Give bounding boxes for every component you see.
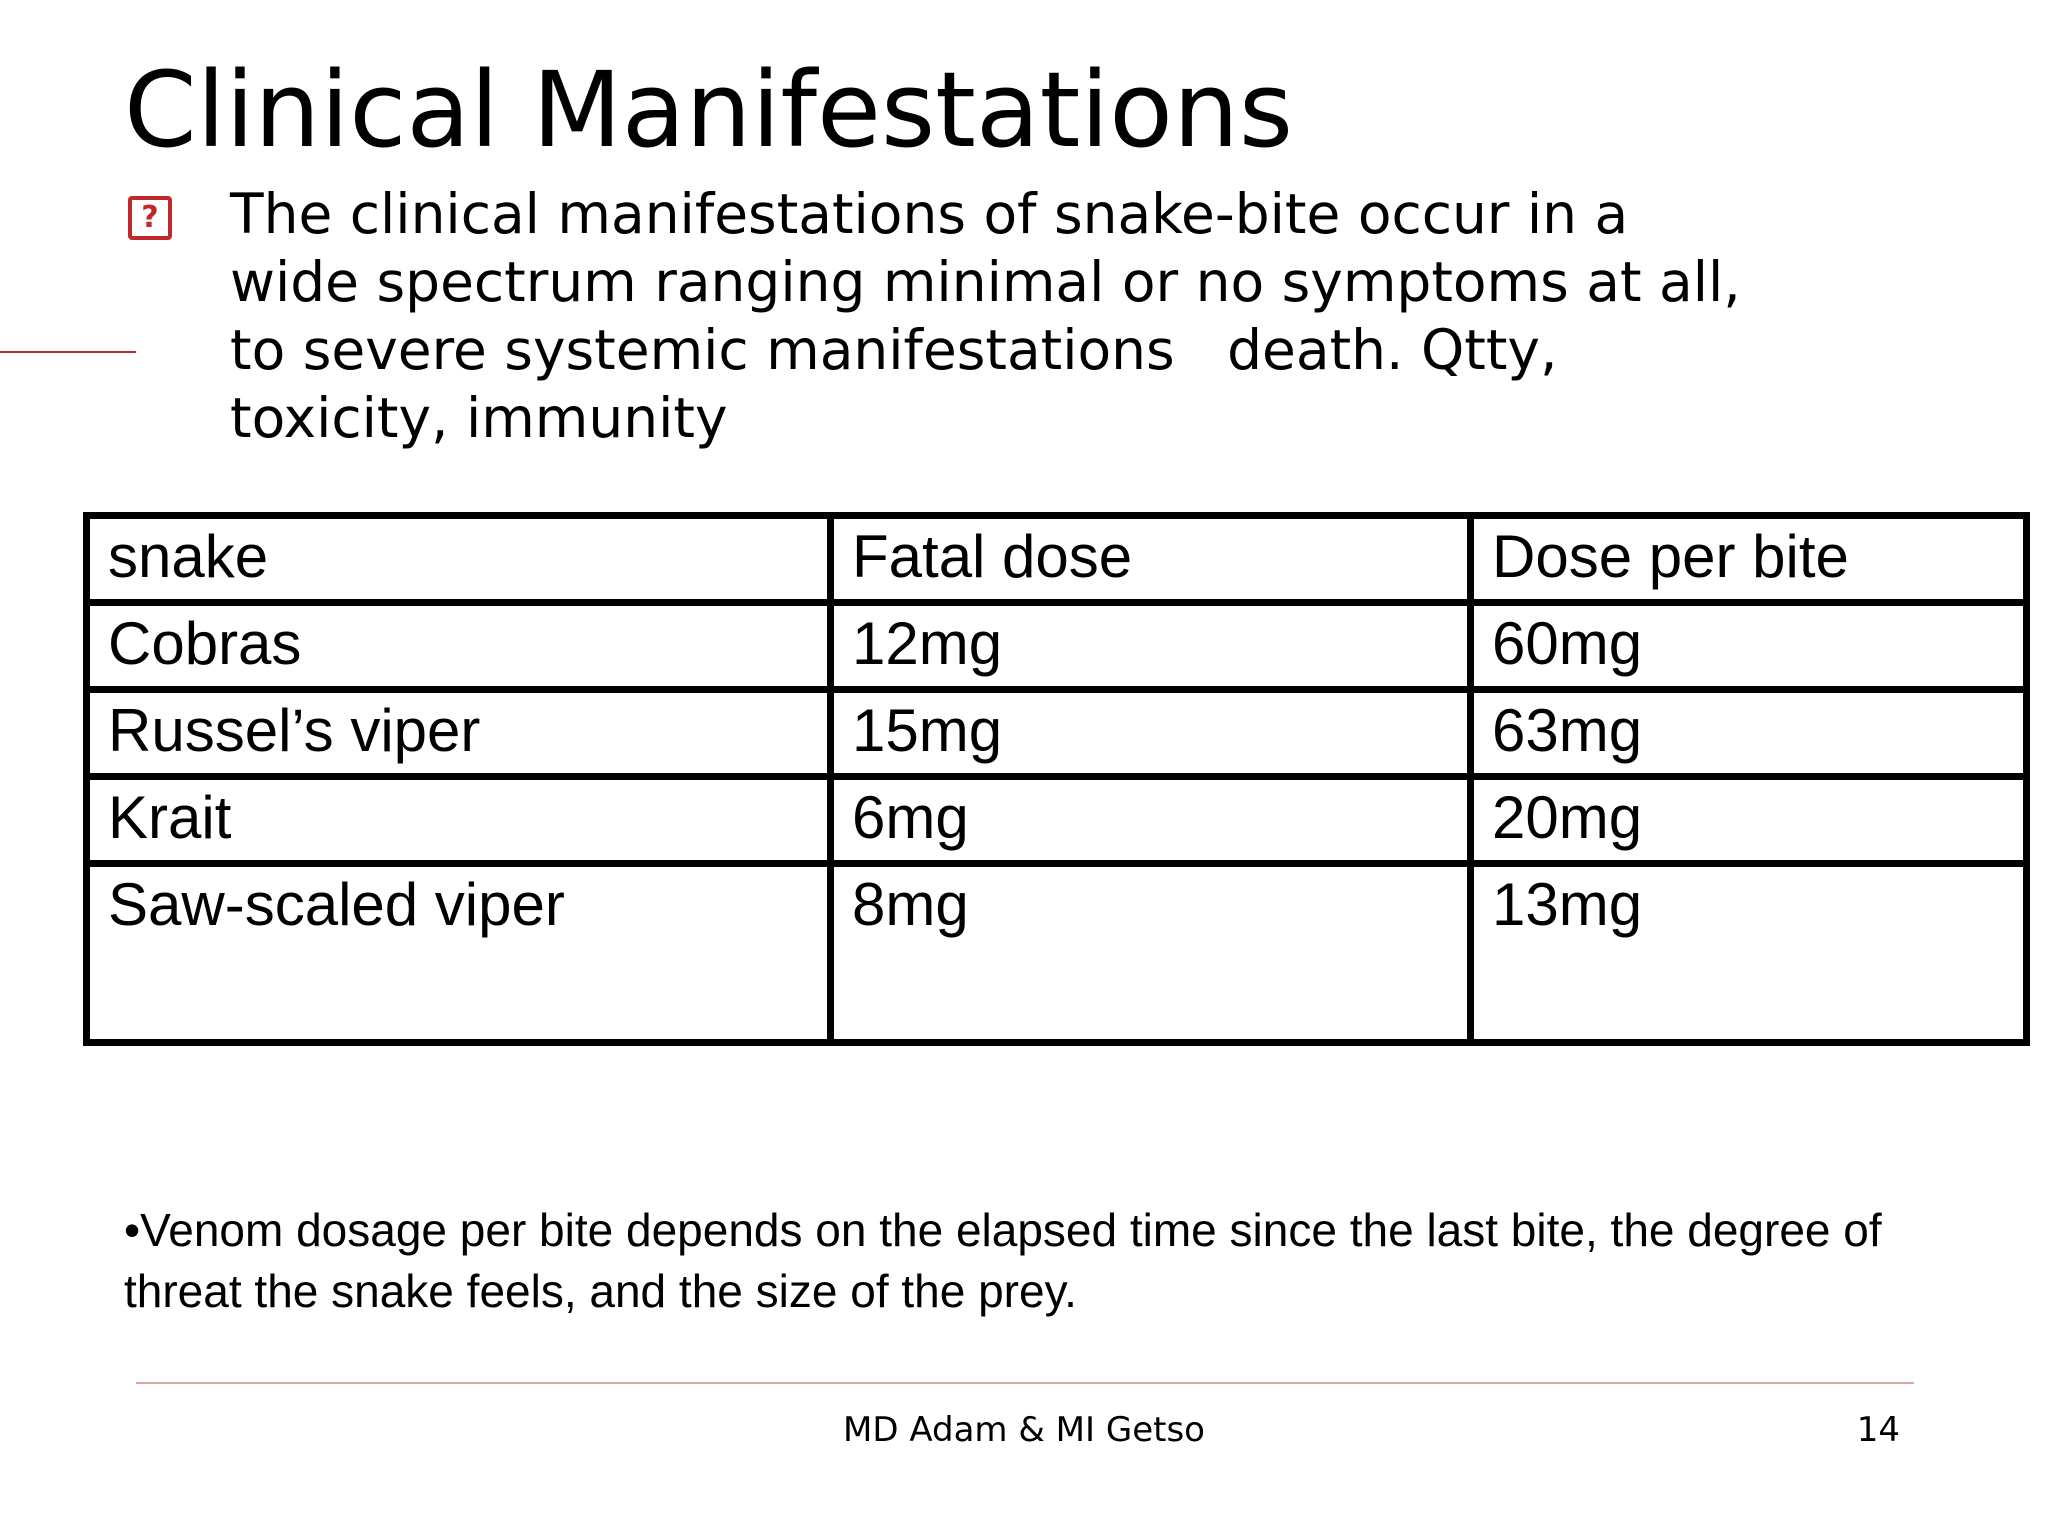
footer-divider (136, 1382, 1914, 1384)
bullet-text: The clinical manifestations of snake-bite occur in a wide spectrum ranging minimal or no symptoms at all, to severe systemic manifestations death. Qtty, toxicity, immunity (230, 182, 1759, 450)
venom-dosage-note: •Venom dosage per bite depends on the elapsed time since the last bite, the degree of threat the snake feels, and the size of the prey. (124, 1204, 1882, 1317)
table-cell-snake: Krait (87, 777, 831, 864)
table-row (87, 777, 2027, 864)
table-cell-dose-per-bite: 60mg (1471, 603, 2027, 690)
header-cell-snake: snake (87, 516, 831, 603)
table-cell-snake: Saw-scaled viper (87, 864, 831, 1043)
table-header-row (87, 516, 2027, 603)
table-cell-snake: Russel’s viper (87, 690, 831, 777)
table-row (87, 690, 2027, 777)
table-cell-dose-per-bite: 13mg (1471, 864, 2027, 1043)
table-cell-dose-per-bite: 63mg (1471, 690, 2027, 777)
table-cell-snake: Cobras (87, 603, 831, 690)
table-cell-fatal-dose: 15mg (831, 690, 1471, 777)
table-cell-fatal-dose: 8mg (831, 864, 1471, 1043)
header-cell-dose-per-bite: Dose per bite (1471, 516, 2027, 603)
venom-dose-table (83, 512, 2030, 1046)
table-row (87, 603, 2027, 690)
page-number: 14 (1856, 1410, 1900, 1450)
footer-author: MD Adam & MI Getso (843, 1410, 1205, 1450)
table-row (87, 864, 2027, 1043)
slide-title: Clinical Manifestations (124, 49, 1294, 171)
question-mark-box-icon: ? (128, 196, 172, 240)
table-cell-dose-per-bite: 20mg (1471, 777, 2027, 864)
header-cell-fatal-dose: Fatal dose (831, 516, 1471, 603)
table-cell-fatal-dose: 6mg (831, 777, 1471, 864)
table-cell-fatal-dose: 12mg (831, 603, 1471, 690)
left-accent-line (0, 351, 136, 353)
